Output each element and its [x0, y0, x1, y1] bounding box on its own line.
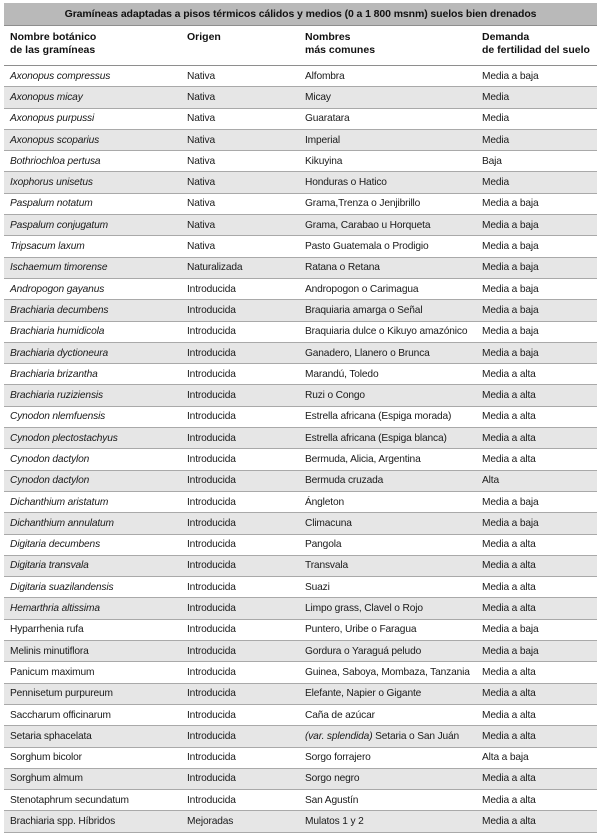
cell-common-names: Puntero, Uribe o Faragua [299, 619, 476, 640]
cell-botanical-name: Saccharum officinarum [4, 704, 181, 725]
cell-origin: Introducida [181, 704, 299, 725]
cell-botanical-name: Setaria sphacelata [4, 726, 181, 747]
cell-fertility-demand: Media a alta [476, 577, 597, 598]
cell-common-names: Sorgo negro [299, 768, 476, 789]
cell-fertility-demand: Media a alta [476, 683, 597, 704]
cell-fertility-demand: Media a baja [476, 66, 597, 87]
table-row [4, 278, 597, 299]
table-row [4, 321, 597, 342]
cell-botanical-name: Sorghum bicolor [4, 747, 181, 768]
cell-common-names: Braquiaria dulce o Kikuyo amazónico [299, 321, 476, 342]
cell-common-names: Gordura o Yaraguá peludo [299, 641, 476, 662]
cell-common-names: Limpo grass, Clavel o Rojo [299, 598, 476, 619]
cell-botanical-name: Brachiaria humidicola [4, 321, 181, 342]
cell-origin: Introducida [181, 513, 299, 534]
cell-origin: Introducida [181, 662, 299, 683]
cell-fertility-demand: Media a alta [476, 364, 597, 385]
cell-origin: Introducida [181, 747, 299, 768]
cell-common-names: Sorgo forrajero [299, 747, 476, 768]
cell-origin: Introducida [181, 619, 299, 640]
cell-botanical-name: Dichanthium annulatum [4, 513, 181, 534]
cell-fertility-demand: Media a alta [476, 428, 597, 449]
cell-origin: Introducida [181, 406, 299, 427]
cell-fertility-demand: Media a alta [476, 534, 597, 555]
table-row [4, 577, 597, 598]
cell-botanical-name: Digitaria decumbens [4, 534, 181, 555]
cell-botanical-name: Brachiaria ruziziensis [4, 385, 181, 406]
table-row [4, 534, 597, 555]
cell-common-names: Alfombra [299, 66, 476, 87]
cell-origin: Introducida [181, 300, 299, 321]
cell-botanical-name: Stenotaphrum secundatum [4, 790, 181, 811]
cell-botanical-name: Axonopus compressus [4, 66, 181, 87]
cell-common-names: Caña de azúcar [299, 704, 476, 725]
cell-common-names: Mulatos 1 y 2 [299, 811, 476, 832]
cell-common-names: Estrella africana (Espiga blanca) [299, 428, 476, 449]
table-row [4, 491, 597, 512]
table-header-row [4, 26, 597, 66]
table-row [4, 747, 597, 768]
cell-fertility-demand: Media [476, 172, 597, 193]
table-row [4, 193, 597, 214]
cell-common-names: Transvala [299, 555, 476, 576]
table-row [4, 342, 597, 363]
table-row [4, 641, 597, 662]
cell-botanical-name: Digitaria suazilandensis [4, 577, 181, 598]
cell-common-names: Ganadero, Llanero o Brunca [299, 342, 476, 363]
cell-fertility-demand: Media [476, 87, 597, 108]
cell-origin: Introducida [181, 449, 299, 470]
cell-common-names: Grama, Carabao u Horqueta [299, 215, 476, 236]
cell-botanical-name: Ixophorus unisetus [4, 172, 181, 193]
variety-note: (var. splendida) [305, 730, 373, 742]
cell-fertility-demand: Alta a baja [476, 747, 597, 768]
cell-fertility-demand: Media a baja [476, 619, 597, 640]
cell-origin: Introducida [181, 598, 299, 619]
cell-fertility-demand: Media [476, 129, 597, 150]
table-row [4, 364, 597, 385]
cell-fertility-demand: Media a baja [476, 215, 597, 236]
table-row [4, 215, 597, 236]
table-row [4, 555, 597, 576]
table-row [4, 768, 597, 789]
cell-origin: Introducida [181, 726, 299, 747]
cell-fertility-demand: Media a baja [476, 641, 597, 662]
cell-origin: Nativa [181, 215, 299, 236]
cell-origin: Introducida [181, 790, 299, 811]
cell-fertility-demand: Media a alta [476, 662, 597, 683]
cell-common-names: Bermuda, Alicia, Argentina [299, 449, 476, 470]
table-row [4, 66, 597, 87]
cell-common-names: Braquiaria amarga o Señal [299, 300, 476, 321]
cell-botanical-name: Andropogon gayanus [4, 278, 181, 299]
cell-common-names: Grama,Trenza o Jenjibrillo [299, 193, 476, 214]
header-origin: Origen [181, 26, 299, 66]
cell-common-names: Pangola [299, 534, 476, 555]
cell-botanical-name: Bothriochloa pertusa [4, 151, 181, 172]
table-row [4, 704, 597, 725]
cell-common-names: Marandú, Toledo [299, 364, 476, 385]
cell-botanical-name: Dichanthium aristatum [4, 491, 181, 512]
cell-fertility-demand: Media a alta [476, 385, 597, 406]
cell-fertility-demand: Media a alta [476, 704, 597, 725]
cell-botanical-name: Brachiaria decumbens [4, 300, 181, 321]
cell-origin: Introducida [181, 534, 299, 555]
cell-fertility-demand: Media [476, 108, 597, 129]
cell-fertility-demand: Media a baja [476, 513, 597, 534]
cell-fertility-demand: Alta [476, 470, 597, 491]
table-row [4, 151, 597, 172]
cell-origin: Nativa [181, 151, 299, 172]
cell-fertility-demand: Media a baja [476, 300, 597, 321]
cell-origin: Introducida [181, 278, 299, 299]
cell-fertility-demand: Media a baja [476, 236, 597, 257]
cell-origin: Nativa [181, 108, 299, 129]
cell-origin: Introducida [181, 641, 299, 662]
cell-fertility-demand: Media a alta [476, 449, 597, 470]
cell-fertility-demand: Media a baja [476, 491, 597, 512]
table-row [4, 683, 597, 704]
cell-fertility-demand: Media a baja [476, 321, 597, 342]
cell-origin: Nativa [181, 193, 299, 214]
cell-botanical-name: Digitaria transvala [4, 555, 181, 576]
cell-common-names: Estrella africana (Espiga morada) [299, 406, 476, 427]
cell-common-names: Climacuna [299, 513, 476, 534]
cell-botanical-name: Brachiaria brizantha [4, 364, 181, 385]
cell-fertility-demand: Media a alta [476, 790, 597, 811]
cell-origin: Introducida [181, 491, 299, 512]
table-row [4, 406, 597, 427]
cell-fertility-demand: Media a alta [476, 811, 597, 832]
cell-fertility-demand: Media a alta [476, 555, 597, 576]
common-name-text: Setaria o San Juán [372, 730, 460, 742]
cell-botanical-name: Hemarthria altissima [4, 598, 181, 619]
cell-origin: Introducida [181, 385, 299, 406]
grass-table-container [4, 3, 597, 833]
cell-origin: Nativa [181, 66, 299, 87]
table-row [4, 385, 597, 406]
cell-fertility-demand: Media a baja [476, 257, 597, 278]
table-row [4, 257, 597, 278]
cell-origin: Introducida [181, 321, 299, 342]
cell-origin: Introducida [181, 470, 299, 491]
cell-fertility-demand: Media a baja [476, 342, 597, 363]
table-row [4, 726, 597, 747]
cell-botanical-name: Cynodon dactylon [4, 449, 181, 470]
header-fertility-demand: Demanda de fertilidad del suelo [476, 26, 597, 66]
cell-botanical-name: Axonopus micay [4, 87, 181, 108]
cell-botanical-name: Axonopus purpussi [4, 108, 181, 129]
table-row [4, 300, 597, 321]
cell-botanical-name: Ischaemum timorense [4, 257, 181, 278]
grass-table [4, 3, 597, 833]
cell-common-names: Kikuyina [299, 151, 476, 172]
cell-botanical-name: Panicum maximum [4, 662, 181, 683]
cell-common-names: San Agustín [299, 790, 476, 811]
table-row [4, 811, 597, 832]
cell-common-names: Ratana o Retana [299, 257, 476, 278]
table-row [4, 172, 597, 193]
cell-origin: Nativa [181, 172, 299, 193]
table-row [4, 108, 597, 129]
cell-origin: Introducida [181, 555, 299, 576]
table-row [4, 790, 597, 811]
table-body [4, 66, 597, 833]
header-botanical-name: Nombre botánico de las gramíneas [4, 26, 181, 66]
cell-botanical-name: Hyparrhenia rufa [4, 619, 181, 640]
table-row [4, 598, 597, 619]
cell-fertility-demand: Media a alta [476, 726, 597, 747]
cell-origin: Introducida [181, 577, 299, 598]
cell-botanical-name: Brachiaria dyctioneura [4, 342, 181, 363]
table-row [4, 236, 597, 257]
table-row [4, 87, 597, 108]
cell-fertility-demand: Media a alta [476, 768, 597, 789]
table-row [4, 619, 597, 640]
cell-common-names: Elefante, Napier o Gigante [299, 683, 476, 704]
cell-fertility-demand: Media a baja [476, 193, 597, 214]
table-title: Gramíneas adaptadas a pisos térmicos cálidos y medios (0 a 1 800 msnm) suelos bien drenados [4, 3, 597, 26]
cell-common-names: Ruzi o Congo [299, 385, 476, 406]
cell-botanical-name: Pennisetum purpureum [4, 683, 181, 704]
cell-origin: Introducida [181, 342, 299, 363]
cell-common-names: Ángleton [299, 491, 476, 512]
cell-common-names: Bermuda cruzada [299, 470, 476, 491]
table-title-row [4, 3, 597, 26]
cell-fertility-demand: Media a alta [476, 406, 597, 427]
cell-origin: Nativa [181, 129, 299, 150]
cell-botanical-name: Melinis minutiflora [4, 641, 181, 662]
cell-origin: Naturalizada [181, 257, 299, 278]
cell-common-names: Imperial [299, 129, 476, 150]
table-row [4, 428, 597, 449]
cell-fertility-demand: Media a baja [476, 278, 597, 299]
cell-origin: Introducida [181, 428, 299, 449]
cell-common-names: Suazi [299, 577, 476, 598]
cell-common-names: Guinea, Saboya, Mombaza, Tanzania [299, 662, 476, 683]
table-row [4, 662, 597, 683]
cell-fertility-demand: Baja [476, 151, 597, 172]
cell-common-names: Guaratara [299, 108, 476, 129]
cell-common-names: Andropogon o Carimagua [299, 278, 476, 299]
cell-common-names: Micay [299, 87, 476, 108]
cell-botanical-name: Cynodon nlemfuensis [4, 406, 181, 427]
cell-origin: Nativa [181, 236, 299, 257]
cell-origin: Introducida [181, 364, 299, 385]
cell-origin: Nativa [181, 87, 299, 108]
header-common-names: Nombres más comunes [299, 26, 476, 66]
cell-common-names: Honduras o Hatico [299, 172, 476, 193]
cell-botanical-name: Paspalum notatum [4, 193, 181, 214]
cell-common-names [299, 726, 476, 747]
table-row [4, 449, 597, 470]
cell-origin: Mejoradas [181, 811, 299, 832]
table-row [4, 129, 597, 150]
cell-botanical-name: Cynodon dactylon [4, 470, 181, 491]
cell-botanical-name: Paspalum conjugatum [4, 215, 181, 236]
cell-common-names: Pasto Guatemala o Prodigio [299, 236, 476, 257]
cell-origin: Introducida [181, 768, 299, 789]
cell-botanical-name: Brachiaria spp. Híbridos [4, 811, 181, 832]
table-row [4, 513, 597, 534]
cell-fertility-demand: Media a alta [476, 598, 597, 619]
cell-botanical-name: Sorghum almum [4, 768, 181, 789]
cell-botanical-name: Tripsacum laxum [4, 236, 181, 257]
cell-botanical-name: Cynodon plectostachyus [4, 428, 181, 449]
cell-botanical-name: Axonopus scoparius [4, 129, 181, 150]
table-row [4, 470, 597, 491]
cell-origin: Introducida [181, 683, 299, 704]
